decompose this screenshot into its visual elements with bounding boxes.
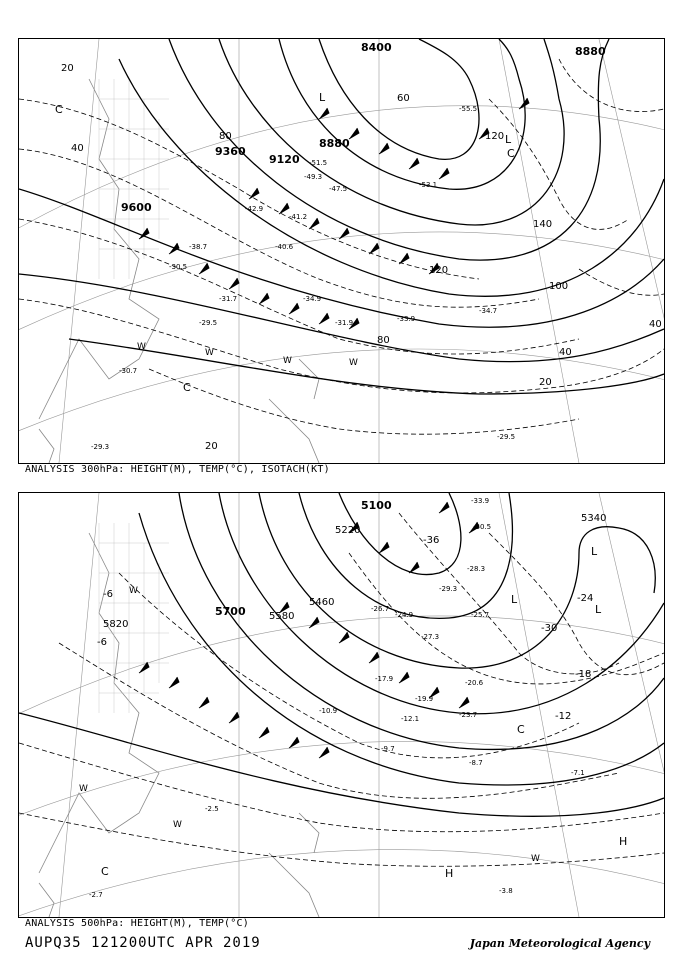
warm-symbol: W [79, 784, 88, 794]
isotherm-label: -30 [541, 623, 558, 634]
high-symbol: H [445, 867, 454, 880]
height-label: 5100 [361, 499, 392, 512]
low-symbol: L [591, 545, 598, 558]
low-symbol: L [505, 133, 512, 146]
temp-value: -26.7 [371, 605, 390, 613]
isotherm-contours [19, 513, 664, 866]
coastlines [39, 533, 319, 917]
warm-symbol: W [283, 356, 292, 366]
isotach-label: 20 [539, 377, 552, 388]
temp-value: -19.9 [415, 695, 434, 703]
cold-symbol: C [507, 147, 515, 160]
cold-symbol: C [101, 865, 109, 878]
temp-value: -55.5 [459, 105, 478, 113]
coastlines [39, 79, 322, 463]
isotherm-label: -6 [97, 637, 107, 648]
temp-value: -24.9 [395, 611, 414, 619]
temp-value: -2.5 [205, 805, 219, 813]
caption-300hpa: ANALYSIS 300hPa: HEIGHT(M), TEMP(°C), ISOTACH(KT) [25, 464, 330, 475]
temp-value: -29.5 [497, 433, 516, 441]
isotherm-label: -36 [423, 535, 440, 546]
isotach-label: 40 [559, 347, 572, 358]
isotherm-label: -24 [577, 593, 594, 604]
hatched-area [99, 79, 169, 279]
map-300hpa-svg [19, 39, 664, 463]
temp-value: -47.5 [329, 185, 348, 193]
isotach-label: 140 [533, 219, 553, 230]
temp-value: -30.5 [473, 523, 492, 531]
cold-symbol: C [55, 103, 63, 116]
isotach-label: 40 [71, 143, 84, 154]
isotach-label: 20 [61, 63, 74, 74]
warm-symbol: W [173, 820, 182, 830]
temp-value: -30.7 [119, 367, 138, 375]
isotach-label: 120 [429, 265, 449, 276]
temp-value: -49.3 [304, 173, 323, 181]
temp-value: -42.9 [245, 205, 264, 213]
map-panel-500hpa [18, 492, 665, 918]
height-label: 5340 [581, 513, 607, 524]
height-label: 9360 [215, 145, 246, 158]
temp-value: -53.1 [419, 181, 438, 189]
isotach-label: 60 [397, 93, 410, 104]
bulletin-header: AUPQ35 121200UTC APR 2019 [25, 935, 261, 951]
wind-barbs [139, 98, 529, 329]
agency-name: Japan Meteorological Agency [469, 937, 650, 950]
graticule [19, 493, 664, 917]
temp-value: -29.5 [199, 319, 218, 327]
height-label: 5700 [215, 605, 246, 618]
temp-value: -31.7 [219, 295, 238, 303]
temp-value: -9.7 [381, 745, 395, 753]
isotherm-label: -12 [555, 711, 572, 722]
height-label: 8400 [361, 41, 392, 54]
high-symbol: H [619, 835, 628, 848]
temp-value: -8.7 [469, 759, 483, 767]
isotach-label: 80 [377, 335, 390, 346]
map-500hpa-svg [19, 493, 664, 917]
height-label: 5220 [335, 525, 361, 536]
temp-value: -20.6 [465, 679, 484, 687]
height-label: 5580 [269, 611, 295, 622]
temp-value: -51.5 [309, 159, 328, 167]
isotherm-label: -6 [103, 589, 113, 600]
temp-value: -33.9 [471, 497, 490, 505]
temp-value: -28.3 [467, 565, 486, 573]
temp-value: -10.9 [319, 707, 338, 715]
low-symbol: L [511, 593, 518, 606]
temp-value: -2.7 [89, 891, 103, 899]
temp-value: -7.1 [571, 769, 585, 777]
isotach-label: 100 [549, 281, 569, 292]
temp-value: -27.3 [421, 633, 440, 641]
temp-value: -29.3 [439, 585, 458, 593]
temp-value: -29.3 [91, 443, 110, 451]
temp-value: -3.8 [499, 887, 513, 895]
graticule [19, 39, 664, 463]
temp-value: -40.6 [275, 243, 294, 251]
cold-symbol: C [517, 723, 525, 736]
temp-value: -17.9 [375, 675, 394, 683]
height-label: 9120 [269, 153, 300, 166]
temp-value: -33.9 [397, 315, 416, 323]
temp-value: -34.7 [479, 307, 498, 315]
warm-symbol: W [129, 586, 138, 596]
height-label: 9600 [121, 201, 152, 214]
isotach-label: 20 [205, 441, 218, 452]
warm-symbol: W [205, 348, 214, 358]
isotach-label: 40 [649, 319, 662, 330]
warm-symbol: W [531, 854, 540, 864]
warm-symbol: W [349, 358, 358, 368]
height-label: 5460 [309, 597, 335, 608]
isotherm-label: -18 [575, 669, 592, 680]
caption-500hpa: ANALYSIS 500hPa: HEIGHT(M), TEMP(°C) [25, 918, 249, 929]
height-contours [19, 493, 664, 816]
cold-symbol: C [183, 381, 191, 394]
temp-value: -25.7 [471, 611, 490, 619]
map-panel-300hpa [18, 38, 665, 464]
temp-value: -34.9 [303, 295, 322, 303]
hatched-area [99, 523, 169, 713]
temp-value: -30.5 [169, 263, 188, 271]
height-label: 8880 [575, 45, 606, 58]
warm-symbol: W [137, 342, 146, 352]
isotach-label: 120 [485, 131, 505, 142]
temp-value: -12.1 [401, 715, 420, 723]
low-symbol: L [595, 603, 602, 616]
isotach-label: 80 [219, 131, 232, 142]
low-symbol: L [319, 91, 326, 104]
temp-value: -38.7 [189, 243, 208, 251]
height-label: 8880 [319, 137, 350, 150]
temp-value: -31.9 [335, 319, 354, 327]
height-label: 5820 [103, 619, 129, 630]
temp-value: -41.2 [289, 213, 308, 221]
temp-value: -23.7 [459, 711, 478, 719]
